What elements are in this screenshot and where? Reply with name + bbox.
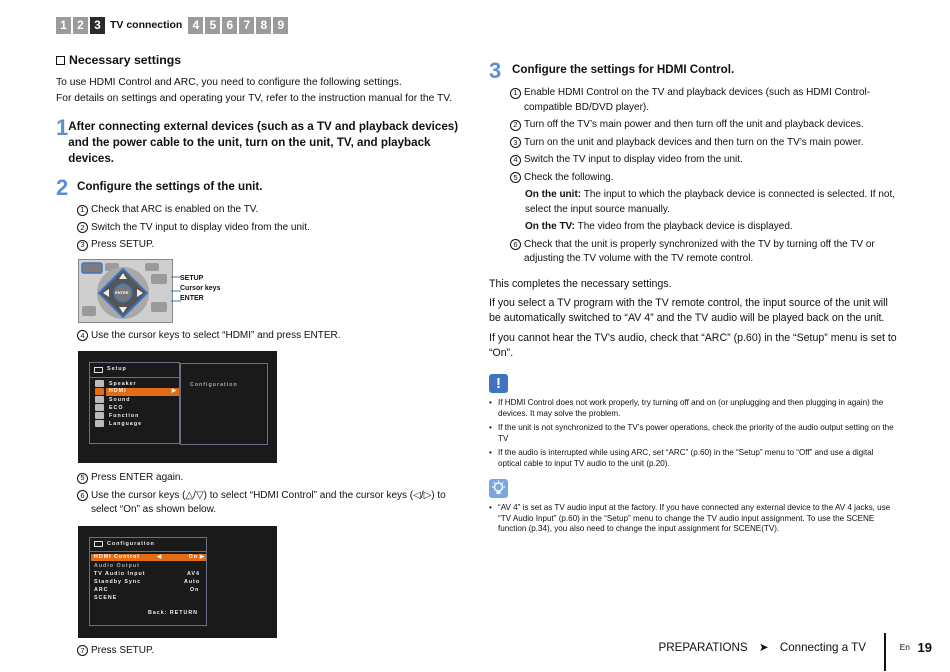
osd-panel-configuration: Configuration <box>190 382 238 389</box>
substep: 2 Switch the TV input to display video from the unit. <box>77 221 471 236</box>
section-heading-text: Necessary settings <box>69 53 182 67</box>
remote-callouts <box>180 274 220 304</box>
chapter-tab-4[interactable]: 4 <box>188 17 203 34</box>
osd-value-tv-audio-input: AV4 <box>187 570 200 577</box>
footer-chapter[interactable]: Connecting a TV <box>779 641 866 654</box>
chapter-tab-3[interactable]: 3 <box>90 17 105 34</box>
chapter-tab-1[interactable]: 1 <box>56 17 71 34</box>
setup-menu-screen <box>78 351 277 463</box>
osd-title: Setup <box>94 366 127 373</box>
osd-left-frame <box>89 362 180 444</box>
circled-number: 3 <box>510 137 521 148</box>
right-column <box>489 60 899 535</box>
section-heading <box>56 52 471 69</box>
arrow-right-icon: ▶ <box>199 553 205 560</box>
left-column <box>56 52 471 658</box>
check-on-unit: On the unit: The input to which the playback device is connected is selected. If not, select the input source manually. <box>525 189 895 215</box>
note-item: • If the audio is interrupted while using ARC, set “ARC” (p.60) in the “Setup” menu to “Off” and use a digital optical cable to input TV audio to the unit (p.20). <box>489 448 874 468</box>
completion-text: This completes the necessary settings. <box>489 277 672 290</box>
circled-number: 5 <box>510 172 521 183</box>
chapter-tab-6[interactable]: 6 <box>222 17 237 34</box>
osd-divider <box>90 377 180 378</box>
setup-tv-icon <box>94 367 103 373</box>
osd-item-sound[interactable]: Sound <box>109 397 131 404</box>
osd-divider <box>90 551 207 552</box>
active-chapter-title: TV connection <box>110 19 183 32</box>
configuration-menu-screen <box>78 526 277 638</box>
arrow-left-icon: ◀ <box>157 553 163 560</box>
step-title: Configure the settings of the unit. <box>77 180 263 194</box>
check-on-tv: On the TV: The video from the playback device is displayed. <box>525 221 793 232</box>
substep: 3 Press SETUP. <box>77 238 471 253</box>
step-title: After connecting external devices (such as a TV and playback devices) and the power cable to the unit, turn on the unit, TV, and playback devices. <box>68 119 459 165</box>
function-icon <box>95 412 104 419</box>
configuration-icon <box>94 541 103 547</box>
circled-number: 3 <box>77 240 88 251</box>
footer-breadcrumb <box>659 640 866 656</box>
circled-number: 6 <box>77 490 88 501</box>
osd-row-tv-audio-input[interactable]: TV Audio Input <box>94 570 146 577</box>
substep: 2 Turn off the TV’s main power and then turn off the unit and playback devices. <box>510 118 899 133</box>
circled-number: 2 <box>77 222 88 233</box>
intro-line-2: For details on settings and operating your TV, refer to the instruction manual for the TV. <box>56 92 453 104</box>
osd-title: Configuration <box>94 541 155 548</box>
substep: 3 Turn on the unit and playback devices and then turn on the TV’s main power. <box>510 136 899 151</box>
circled-number: 5 <box>77 473 88 484</box>
step-title: Configure the settings for HDMI Control. <box>512 63 735 76</box>
remote-control-image <box>78 259 173 323</box>
tv-program-text: If you select a TV program with the TV remote control, the input source of the unit will be automatically switched to “AV 4” and the TV audio will be played back on the unit. <box>489 296 888 325</box>
circled-number: 1 <box>510 88 521 99</box>
footer-divider <box>884 633 886 671</box>
circled-number: 2 <box>510 120 521 131</box>
osd-row-scene[interactable]: SCENE <box>94 594 118 601</box>
hint-item: • “AV 4” is set as TV audio input at the factory. If you have connected any external device to the AV 4 jacks, use “TV Audio Input” (p.60) in the “Setup” menu to change the TV audio input assignment. To use the SCENE function (p.34), you also need to change the input assignment for SCENE(TV). <box>489 503 891 534</box>
remote-illustration <box>78 259 471 323</box>
chapter-tabs <box>56 17 288 34</box>
step-number: 2 <box>56 175 69 201</box>
osd-back-return: Back: RETURN <box>148 609 198 616</box>
eco-icon <box>95 404 104 411</box>
speaker-icon <box>95 380 104 387</box>
language-icon <box>95 420 104 427</box>
page-number: 19 <box>917 640 932 655</box>
osd-row-standby-sync[interactable]: Standby Sync <box>94 578 142 585</box>
remote-enter-label: ENTER <box>115 289 129 295</box>
arrow-right-icon: ▶ <box>171 388 177 395</box>
osd-item-speaker[interactable]: Speaker <box>109 381 137 388</box>
circled-number: 6 <box>510 239 521 250</box>
arrow-right-icon: ➤ <box>758 641 769 654</box>
intro-line-1: To use HDMI Control and ARC, you need to configure the following settings. <box>56 76 402 88</box>
step-2 <box>56 177 471 199</box>
step-3 <box>489 60 899 82</box>
checkbox-square-icon <box>56 56 65 65</box>
language-label: En <box>899 642 910 652</box>
step-number: 3 <box>489 58 502 83</box>
circled-number: 4 <box>510 155 521 166</box>
footer-section[interactable]: PREPARATIONS <box>658 641 748 654</box>
osd-item-hdmi[interactable]: HDMI ▶ <box>106 388 179 396</box>
page-footer <box>650 639 950 659</box>
chapter-tab-7[interactable]: 7 <box>239 17 254 34</box>
chapter-tab-8[interactable]: 8 <box>256 17 271 34</box>
substep: 1 Check that ARC is enabled on the TV. <box>77 203 471 218</box>
osd-value-arc: On <box>190 586 200 593</box>
substep: 4 Use the cursor keys to select “HDMI” and press ENTER. <box>77 329 471 344</box>
substep: 6 Check that the unit is properly synchronized with the TV by turning off the TV or adjusting the TV volume with the TV remote control. <box>510 238 899 267</box>
callout-setup: SETUP <box>180 274 204 282</box>
circled-number: 7 <box>77 645 88 656</box>
intro-text <box>56 75 471 107</box>
chapter-tab-9[interactable]: 9 <box>273 17 288 34</box>
circled-number: 1 <box>77 205 88 216</box>
osd-row-audio-output[interactable]: Audio Output <box>94 562 140 569</box>
substep: 1 Enable HDMI Control on the TV and playback devices (such as HDMI Control-compatible BD/DVD player). <box>510 86 899 115</box>
osd-value-standby-sync: Auto <box>184 578 201 585</box>
osd-item-language[interactable]: Language <box>109 421 143 428</box>
callout-enter: ENTER <box>180 294 204 302</box>
substep: 5 Press ENTER again. <box>77 471 471 486</box>
lightbulb-hint-icon <box>489 479 508 498</box>
hdmi-icon <box>95 388 104 395</box>
step-number: 1 <box>56 114 69 140</box>
substep: 4 Switch the TV input to display video from the unit. <box>510 153 899 168</box>
osd-row-hdmi-control[interactable]: HDMI Control ◀ On ▶ <box>91 554 206 561</box>
arc-check-text: If you cannot hear the TV’s audio, check that “ARC” (p.60) in the “Setup” menu is set to “On”. <box>489 331 897 359</box>
note-item: • If the unit is not synchronized to the TV’s power operations, check the priority of the audio output setting on the TV <box>489 423 894 443</box>
exclamation-note-icon: ! <box>489 374 508 393</box>
substep: 7 Press SETUP. <box>77 644 471 659</box>
step-1 <box>56 114 471 168</box>
osd-row-arc[interactable]: ARC <box>94 586 109 593</box>
sound-icon <box>95 396 104 403</box>
substep: 6 Use the cursor keys (△/▽) to select “HDMI Control” and the cursor keys (◁/▷) to select “On” as shown below. <box>77 489 471 518</box>
substep: 5 Check the following. <box>510 171 899 186</box>
callout-cursor-keys: Cursor keys <box>180 284 221 292</box>
note-item: • If HDMI Control does not work properly, try turning off and on (or unplugging and then plugging in again) the devices. It may solve the problem. <box>489 398 884 418</box>
osd-right-frame <box>180 363 268 445</box>
osd-item-function[interactable]: Function <box>109 413 140 420</box>
osd-item-eco[interactable]: ECO <box>109 405 124 412</box>
chapter-tab-2[interactable]: 2 <box>73 17 88 34</box>
circled-number: 4 <box>77 330 88 341</box>
chapter-tab-5[interactable]: 5 <box>205 17 220 34</box>
